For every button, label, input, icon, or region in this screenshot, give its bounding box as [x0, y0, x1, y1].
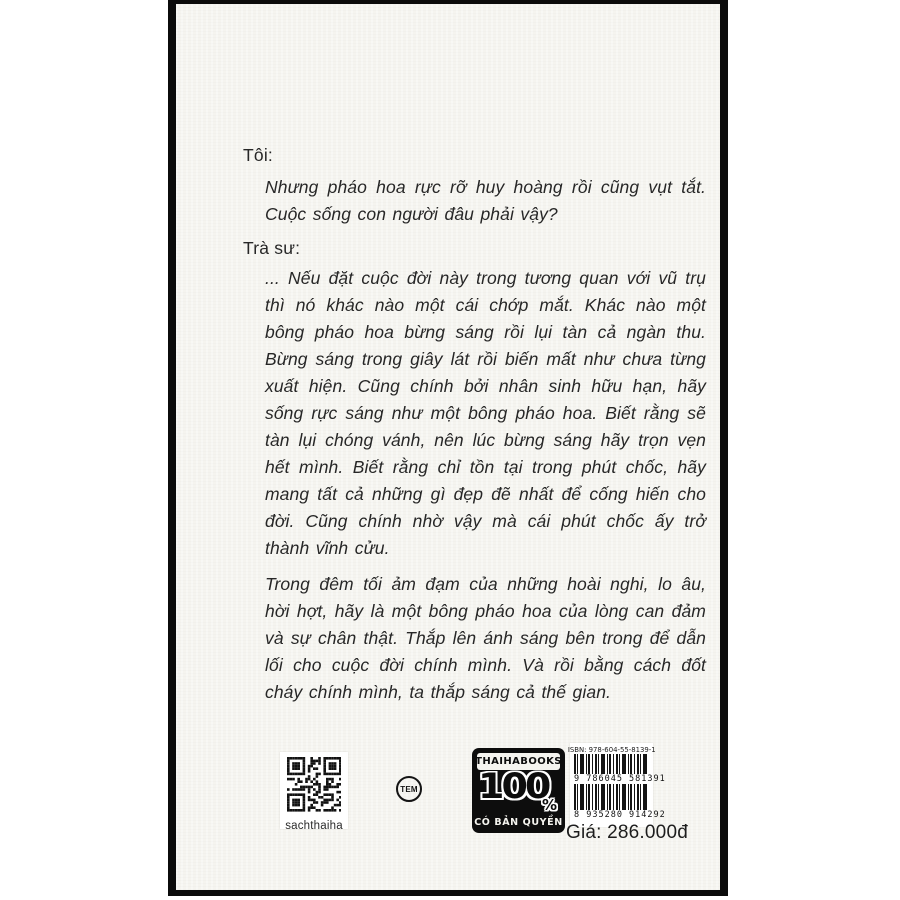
- barcode-box: [567, 743, 666, 827]
- barcode-icon-top: [574, 754, 649, 774]
- copyright-badge-caption: CÓ BẢN QUYỀN: [474, 816, 563, 828]
- copyright-badge-percent-sign: %: [541, 796, 557, 814]
- isbn-text: ISBN: 978-604-55-8139-1: [567, 745, 656, 754]
- dialogue-block: [243, 142, 707, 712]
- barcode-icon-bottom: [574, 784, 649, 810]
- qr-code-label: sachthaiha: [285, 819, 343, 832]
- copyright-badge-brand: THAIHABOOKS: [477, 753, 560, 770]
- barcode-number-top: 9 786045 581391: [574, 774, 666, 784]
- tem-stamp-label: TEM: [400, 784, 418, 794]
- copyright-badge: [472, 748, 565, 833]
- copyright-badge-middle: [477, 766, 560, 815]
- copyright-badge-percent-number: 100: [478, 766, 549, 807]
- qr-code-icon: [287, 757, 342, 817]
- quote-toi: Nhưng pháo hoa rực rỡ huy hoàng rồi cũng vụt tắt. Cuộc sống con người đâu phải vậy?: [265, 177, 706, 224]
- speaker-label-tra-su: Trà sư:: [243, 238, 301, 258]
- quote-tra-su-paragraph-2: Trong đêm tối ảm đạm của những hoài nghi, lo âu, hời hợt, hãy là một bông pháo hoa của lòng can đảm và sự chân thật. Thắp lên ánh sáng bên trong để dẫn lối cho cuộc đời chính mình. Và rồi bằng cách đốt cháy chính mình, ta thắp sáng cả thế gian.: [265, 574, 706, 702]
- price-label: Giá: 286.000đ: [566, 822, 688, 843]
- book-back-cover: [168, 0, 728, 896]
- speaker-label-toi: Tôi:: [243, 145, 273, 165]
- barcode-number-bottom: 8 935280 914292: [574, 810, 666, 820]
- quote-tra-su-paragraph-1: ... Nếu đặt cuộc đời này trong tương quan với vũ trụ thì nó khác nào một cái chớp mắt. Khác nào một bông pháo hoa bừng sáng rồi lụi tàn cả ngàn thu. Bừng sáng trong giây lát rồi biến mất như chưa từng xuất hiện. Cũng chính bởi nhân sinh hữu hạn, hãy sống rực sáng như một bông pháo hoa. Biết rằng sẽ tàn lụi chóng vánh, nên lúc bừng sáng hãy trọn vẹn hết mình. Biết rằng chỉ tồn tại trong phút chốc, hãy mang tất cả những gì đẹp đẽ nhất để cống hiến cho đời. Cũng chính nhờ vậy mà cái phút chốc ấy trở thành vĩnh cửu.: [265, 268, 706, 558]
- qr-code-box: [280, 752, 348, 832]
- tem-stamp: [396, 776, 422, 802]
